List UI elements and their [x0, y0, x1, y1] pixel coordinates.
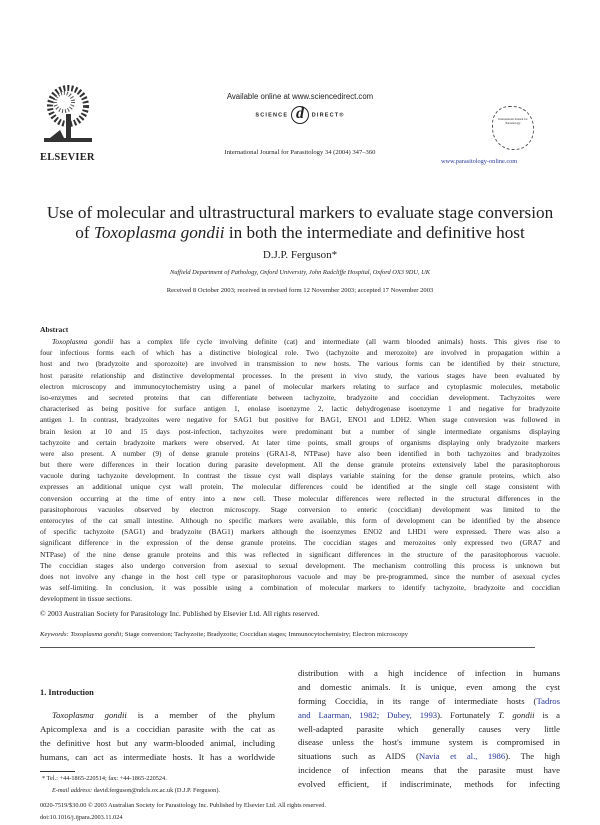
- italic-text: T. gondii: [498, 709, 535, 720]
- email-address[interactable]: david.ferguson@ndcls.ox.ac.uk (D.J.P. Ferguson).: [92, 787, 220, 794]
- author: D.J.P. Ferguson*: [262, 249, 338, 261]
- text-line: The coccidian stages also undergo conversion from asexual to sexual development. The mechanism controlling this process is unknown but: [40, 560, 560, 570]
- footnote-tel: * Tel.: +44-1865-220514; fax: +44-1865-220524.: [42, 775, 167, 782]
- text-segment: ). Fortunately: [437, 709, 499, 720]
- footnote-email: [52, 786, 220, 795]
- intro-left-column: [40, 709, 275, 765]
- text-line: host and two (bradyzoite and sporozoite) are involved in transmission to new hosts. The various forms can be identified by their structure,: [40, 359, 560, 369]
- text-line: does not involve any change in the host cell type or parasitophorous vacuole and may be pre-programmed, since the number of asexual cycles: [40, 571, 560, 581]
- citation-link[interactable]: Tadros: [536, 695, 560, 706]
- text-line: Apicomplexa and is a coccidian parasite with the cat as: [40, 723, 275, 734]
- footnote-divider: [40, 771, 75, 772]
- text-line: [40, 709, 275, 723]
- text-line: antigen 1. In contrast, bradyzoites were negative for SAG1 but positive for BAG1, ENO1 and LDH2. When stage conversion was followed in: [40, 415, 560, 425]
- title-species: Toxoplasma gondii: [93, 223, 225, 242]
- society-logo-text: International Journal for Parasitology: [498, 117, 528, 125]
- citation-link[interactable]: and Laarman, 1982; Dubey, 1993: [298, 709, 438, 720]
- email-label: E-mail address:: [52, 787, 93, 794]
- text-line: expresses an additional unique cyst wall protein. The molecular differences could be identified at the single cell stage consistent with: [40, 482, 560, 492]
- text-line: electron microscopy and immunocytochemistry using a panel of molecular markers relating to surface and cytoplasmic molecules, metabolic: [40, 381, 560, 391]
- text-line: [298, 709, 560, 723]
- text-line: incidence of infection means that the parasite must have: [298, 765, 560, 776]
- text-segment: ). The high: [505, 751, 560, 762]
- text-segment: situations such as AIDS (: [298, 751, 419, 762]
- sd-at-icon: d: [291, 106, 309, 124]
- text-line: of specific tachyzoite (SAG1) and bradyzoite (BAG1) markers although the isoenzymes ENO2 and LHD1 were expressed. There was also a: [40, 527, 560, 537]
- text-line: were also present. A number (9) of dense granule proteins (GRA1-8, NTPase) have also been identified in both tachyzoites and bradyzoites: [40, 448, 560, 458]
- received-dates: Received 8 October 2003; received in revised form 12 November 2003; accepted 17 November 2003: [166, 287, 434, 294]
- text-segment: is a: [534, 709, 560, 720]
- text-line: four infectious forms each of which has a distinctive biological role. Two (tachyzoite and merozoite) are involved in propagation within a: [40, 348, 560, 358]
- text-line: brain lesion at 10 and 15 days post-infection, tachyzoites were predominant but a number of single intermediate organisms displaying: [40, 426, 560, 436]
- text-line: [298, 750, 560, 764]
- journal-reference: International Journal for Parasitology 34 (2004) 347–360: [224, 149, 376, 156]
- text-line: development in tissue sections.: [40, 594, 132, 604]
- text-segment: is a member of the phylum: [126, 710, 275, 720]
- text-line: NTPase) of the nine dense granule proteins and this was reflected in significant differences in the structure of the parasitophorous vacuole.: [40, 549, 560, 559]
- title-line-1: Use of molecular and ultrastructural markers to evaluate stage conversion: [46, 203, 554, 222]
- text-line: was self-limiting. In conclusion, it was possible using a combination of molecular markers to identify tachyzoite, bradyzoite and coccidian: [40, 583, 560, 593]
- abstract-copyright: © 2003 Australian Society for Parasitology Inc. Published by Elsevier Ltd. All rights reserved.: [40, 609, 320, 618]
- citation-link[interactable]: Navia et al., 1986: [418, 751, 506, 762]
- text-line: tachyzoite and certain bradyzoite markers were observed. At later time points, small groups of organisms displaying only bradyzoite markers: [40, 437, 560, 447]
- journal-website-link[interactable]: www.parasitology-online.com: [441, 158, 518, 165]
- text-line: [298, 695, 560, 709]
- italic-text: Toxoplasma gondii: [52, 710, 127, 720]
- text-segment: has a complex life cycle involving definite (cat) and intermediate (all warm blooded animals) hosts. This gives rise to: [113, 337, 560, 346]
- title-text: in both the intermediate and definitive host: [224, 223, 525, 242]
- text-line: humans, can act as intermediate hosts. It has a worldwide: [40, 751, 275, 762]
- keywords: [40, 630, 408, 639]
- text-line: well-adapted parasite which generally causes very little: [298, 723, 560, 734]
- text-line: characterised as being positive for surface antigen 1, enolase isoenzyme 2, lactic dehydrogenase isoenzyme 1 and negative for bradyzoite: [40, 404, 560, 414]
- society-logo: [492, 106, 534, 150]
- title-text: of: [75, 223, 94, 242]
- text-line: distribution with a high incidence of infection in humans: [298, 668, 560, 678]
- abstract-divider: [40, 647, 535, 648]
- italic-text: Toxoplasma gondii: [52, 337, 114, 346]
- text-line: disease unless the host's immune system is compromised in: [298, 737, 560, 748]
- abstract-body: [40, 336, 560, 605]
- text-line: evolved efficient, if indiscriminate, methods for infecting: [298, 779, 560, 790]
- publisher-name: ELSEVIER: [40, 152, 95, 163]
- doi-line: doi:10.1016/j.ijpara.2003.11.024: [40, 814, 123, 821]
- keywords-list: ; Stage conversion; Tachyzoite; Bradyzoite; Coccidian stages; Immunocytochemistry; Electron microscopy: [121, 631, 408, 638]
- sd-left: SCIENCE: [255, 112, 289, 119]
- available-online: Available online at www.sciencedirect.com: [226, 92, 374, 101]
- text-line: vacuole during tachyzoite development. In contrast the tissue cyst wall displays variable staining for the dense granule proteins, which also: [40, 471, 560, 481]
- text-line: but there were differences in their location during parasite development. All the dense granule proteins extensively label the parasitophorous: [40, 460, 560, 470]
- text-line: conversion occurring at the time of entry into a new cell. These molecular differences were reflected in the structural differences in the: [40, 493, 560, 503]
- text-line: host parasite relationship and distinctive developmental processes. In the present in vivo study, the various stages have been evaluated by: [40, 370, 560, 380]
- text-line: enterocytes of the cat small intestine. Although no specific markers were available, this form of development can be identified by the absence: [40, 516, 560, 525]
- title-line-2: [0, 223, 600, 243]
- text-line: parasitophorous vacuoles observed by electron microscopy. Stage conversion to enteric (coccidian) development was limited to the: [40, 504, 560, 514]
- text-line: iso-enzymes and secreted proteins that can differentiate between tachyzoite, bradyzoite and coccidian development. Tachyzoites were: [40, 392, 560, 402]
- intro-right-column: [298, 667, 560, 792]
- article-title: [0, 203, 600, 243]
- affiliation: Nuffield Department of Pathology, Oxford University, John Radcliffe Hospital, Oxford OX3 9DU, UK: [169, 269, 431, 276]
- sd-right: DIRECT®: [311, 112, 345, 119]
- intro-heading: 1. Introduction: [40, 688, 94, 697]
- text-line: the definitive host but any warm-blooded animal, including: [40, 737, 275, 748]
- text-line: significant difference in the expression of the dense granule proteins. The coccidian stages and merozoites only expressed two (GRA7 and: [40, 538, 560, 548]
- issn-line: 0020-7519/$30.00 © 2003 Australian Society for Parasitology Inc. Published by Elsevier Ltd. All rights reserved.: [40, 802, 327, 809]
- keywords-label: Keywords:: [40, 631, 69, 638]
- abstract-heading: Abstract: [40, 325, 69, 334]
- text-segment: forming Coccidia, in its range of intermediate hosts (: [298, 695, 537, 706]
- text-line: [40, 336, 560, 347]
- keyword-species: Toxoplasma gondii: [70, 631, 122, 638]
- text-line: and domestic animals. It is unique, even among the cyst: [298, 681, 560, 692]
